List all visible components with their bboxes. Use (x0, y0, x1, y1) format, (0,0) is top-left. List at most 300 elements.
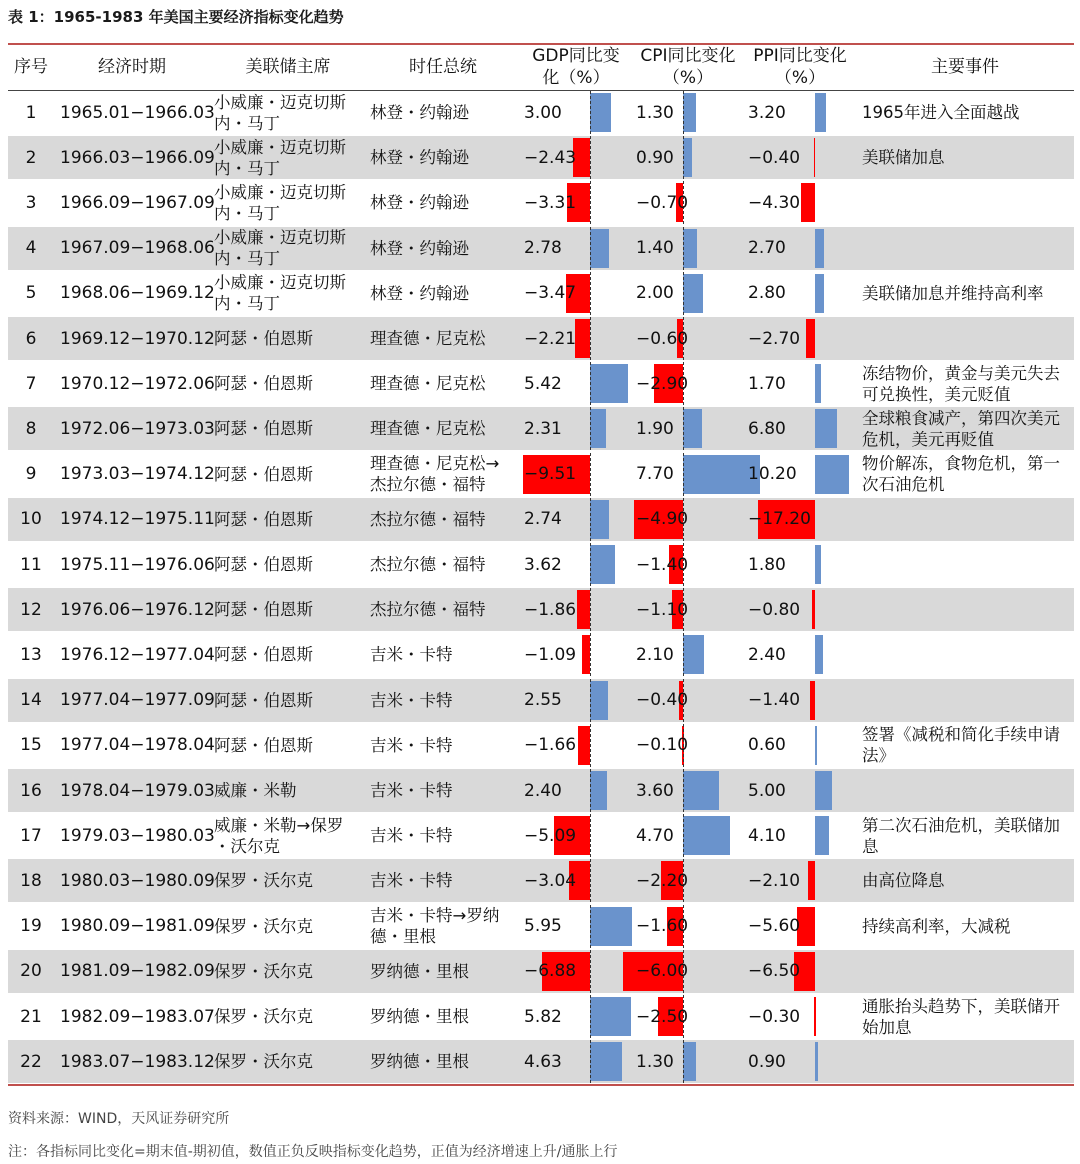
ppi-bar (808, 861, 815, 900)
president-line: 林登・约翰逊 (370, 238, 469, 258)
table-row (8, 136, 1074, 179)
event-line: 物价解冻，食物危机，第一 (862, 454, 1060, 474)
row-index: 12 (20, 599, 42, 620)
row-period: 1968.06−1969.12 (60, 283, 215, 304)
cpi-value: −6.00 (636, 961, 689, 982)
row-president (370, 588, 526, 631)
fed-chair-line: 阿瑟・伯恩斯 (214, 690, 313, 710)
fed-chair-line: 阿瑟・伯恩斯 (214, 329, 313, 348)
president-line: 罗纳德・里根 (370, 1007, 469, 1026)
fed-chair-line: ・沃尔克 (214, 836, 280, 856)
row-fed-chair (214, 814, 370, 857)
event-line: 签署《减税和简化手续申请 (862, 725, 1060, 745)
table-row (8, 181, 1074, 224)
row-index: 22 (20, 1051, 42, 1072)
row-president (370, 814, 526, 857)
ppi-value: 6.80 (748, 418, 786, 439)
fed-chair-line: 阿瑟・伯恩斯 (214, 419, 313, 439)
ppi-bar (815, 93, 826, 132)
fed-chair-line: 保罗・沃尔克 (214, 916, 313, 936)
cpi-value: −0.70 (636, 192, 689, 213)
gdp-axis-line (590, 136, 591, 179)
cpi-bar (683, 635, 704, 674)
fed-chair-line: 内・马丁 (214, 113, 280, 133)
gdp-value: −2.43 (524, 147, 577, 168)
cpi-axis-line (683, 1040, 684, 1083)
ppi-bar (815, 726, 817, 765)
row-event (862, 407, 1074, 450)
gdp-bar (577, 590, 590, 629)
fed-chair-line: 威廉・米勒→保罗 (214, 815, 344, 835)
row-period: 1966.09−1967.09 (60, 192, 215, 213)
cpi-value: 1.30 (636, 1051, 674, 1072)
row-period: 1976.12−1977.04 (60, 644, 215, 665)
row-fed-chair (214, 181, 370, 224)
row-event (862, 950, 1074, 993)
gdp-value: 4.63 (524, 1051, 562, 1072)
event-line: 可兑换性，美元贬值 (862, 384, 1011, 404)
row-event (862, 453, 1074, 496)
row-index: 1 (25, 102, 37, 123)
president-line: 吉米・卡特 (370, 826, 453, 846)
president-line: 林登・约翰逊 (370, 148, 469, 168)
row-index: 19 (20, 916, 42, 937)
row-president (370, 317, 526, 360)
event-line: 法》 (862, 746, 895, 766)
cpi-bar (683, 274, 703, 313)
gdp-value: −2.21 (524, 328, 577, 349)
gdp-value: 2.78 (524, 238, 562, 259)
gdp-bar (578, 726, 590, 765)
fed-chair-line: 阿瑟・伯恩斯 (214, 735, 313, 755)
gdp-value: −3.47 (524, 283, 577, 304)
fed-chair-line: 阿瑟・伯恩斯 (214, 374, 313, 394)
cpi-bar (683, 93, 696, 132)
row-event (862, 91, 1074, 134)
president-line: 吉米・卡特 (370, 781, 453, 800)
fed-chair-line: 阿瑟・伯恩斯 (214, 464, 313, 484)
row-president (370, 905, 526, 948)
gdp-axis-line (590, 905, 591, 948)
event-line: 第二次石油危机，美联储加 (862, 815, 1060, 835)
header-ppi-line1: PPI同比变化 (753, 46, 847, 66)
header-index: 序号 (14, 57, 48, 77)
header-gdp-line2: 化（%） (542, 68, 610, 88)
header-ppi (744, 44, 856, 90)
ppi-value: −6.50 (748, 961, 801, 982)
table-row (8, 543, 1074, 586)
row-event (862, 814, 1074, 857)
header-fed-chair: 美联储主席 (245, 57, 331, 77)
gdp-axis-line (590, 407, 591, 450)
ppi-bar (815, 816, 829, 855)
cpi-value: 2.10 (636, 644, 674, 665)
president-line: 林登・约翰逊 (370, 103, 469, 122)
row-index: 13 (20, 644, 42, 665)
gdp-value: −3.31 (524, 192, 577, 213)
header-president: 时任总统 (409, 57, 477, 77)
cpi-value: 4.70 (636, 825, 674, 846)
row-fed-chair (214, 136, 370, 179)
gdp-value: −5.09 (524, 825, 577, 846)
row-president (370, 136, 526, 179)
ppi-value: 2.70 (748, 238, 786, 259)
event-line: 美联储加息并维持高利率 (862, 283, 1044, 303)
fed-chair-line: 阿瑟・伯恩斯 (214, 645, 313, 665)
gdp-bar (575, 319, 590, 358)
fed-chair-line: 威廉・米勒 (214, 781, 297, 800)
fed-chair-line: 内・马丁 (214, 158, 280, 178)
ppi-bar (812, 590, 815, 629)
header-cpi-line1: CPI同比变化 (640, 46, 736, 66)
row-index: 2 (25, 147, 37, 168)
row-index: 7 (25, 373, 37, 394)
row-event (862, 769, 1074, 812)
row-fed-chair (214, 995, 370, 1038)
gdp-value: −1.86 (524, 599, 577, 620)
president-line: 杰拉尔德・福特 (370, 600, 486, 620)
row-president (370, 498, 526, 541)
ppi-value: −2.10 (748, 870, 801, 891)
gdp-axis-line (590, 181, 591, 224)
ppi-value: 4.10 (748, 825, 786, 846)
row-event (862, 633, 1074, 676)
gdp-value: −9.51 (524, 464, 577, 485)
row-event (862, 724, 1074, 767)
row-period: 1972.06−1973.03 (60, 418, 215, 439)
cpi-axis-line (683, 633, 684, 676)
gdp-axis-line (590, 498, 591, 541)
row-index: 15 (20, 735, 42, 756)
row-event (862, 859, 1074, 902)
row-index: 3 (25, 192, 37, 213)
row-fed-chair (214, 543, 370, 586)
row-period: 1977.04−1978.04 (60, 735, 215, 756)
gdp-axis-line (590, 588, 591, 631)
gdp-axis-line (590, 859, 591, 902)
gdp-axis-line (590, 769, 591, 812)
header-cpi-line2: （%） (662, 68, 714, 88)
row-event (862, 498, 1074, 541)
header-gdp (520, 44, 632, 90)
president-line: 理查德・尼克松 (370, 329, 486, 348)
row-fed-chair (214, 724, 370, 767)
president-line: 德・里根 (370, 927, 436, 947)
cpi-value: 2.00 (636, 283, 674, 304)
president-line: 杰拉尔德・福特 (370, 475, 486, 495)
row-fed-chair (214, 362, 370, 405)
gdp-bar (590, 500, 609, 539)
ppi-value: 0.90 (748, 1051, 786, 1072)
event-line: 息 (862, 836, 879, 856)
row-index: 9 (25, 464, 37, 485)
event-line: 全球粮食减产，第四次美元 (862, 408, 1060, 428)
ppi-bar (815, 1042, 818, 1081)
row-event (862, 227, 1074, 270)
cpi-axis-line (683, 91, 684, 134)
cpi-bar (683, 1042, 696, 1081)
president-line: 杰拉尔德・福特 (370, 555, 486, 574)
president-line: 理查德・尼克松 (370, 374, 486, 394)
table-row (8, 724, 1074, 767)
row-period: 1978.04−1979.03 (60, 780, 215, 801)
event-line: 始加息 (862, 1017, 912, 1037)
cpi-axis-line (683, 407, 684, 450)
table-row (8, 498, 1074, 541)
table-title: 表 1：1965-1983 年美国主要经济指标变化趋势 (8, 8, 344, 26)
president-line: 吉米・卡特 (370, 690, 453, 710)
row-index: 8 (25, 418, 37, 439)
gdp-axis-line (590, 227, 591, 270)
row-event (862, 317, 1074, 360)
row-president (370, 543, 526, 586)
fed-chair-line: 阿瑟・伯恩斯 (214, 600, 313, 620)
gdp-value: −1.66 (524, 735, 577, 756)
table-row (8, 859, 1074, 902)
cpi-value: −1.40 (636, 554, 689, 575)
table-row (8, 453, 1074, 496)
row-president (370, 272, 526, 315)
row-period: 1980.03−1980.09 (60, 870, 215, 891)
row-president (370, 724, 526, 767)
cpi-axis-line (683, 814, 684, 857)
row-index: 18 (20, 870, 42, 891)
row-fed-chair (214, 498, 370, 541)
row-president (370, 362, 526, 405)
row-index: 20 (20, 961, 42, 982)
row-period: 1982.09−1983.07 (60, 1006, 215, 1027)
president-line: 吉米・卡特 (370, 871, 453, 891)
cpi-axis-line (683, 453, 684, 496)
row-period: 1975.11−1976.06 (60, 554, 215, 575)
table-row (8, 633, 1074, 676)
footnote: 注：各指标同比变化=期末值-期初值，数值正负反映指标变化趋势，正值为经济增速上升/通胀上行 (8, 1144, 618, 1160)
row-president (370, 407, 526, 450)
row-period: 1983.07−1983.12 (60, 1051, 215, 1072)
fed-chair-line: 保罗・沃尔克 (214, 871, 313, 891)
row-period: 1966.03−1966.09 (60, 147, 215, 168)
gdp-axis-line (590, 1040, 591, 1083)
table-row (8, 362, 1074, 405)
ppi-value: 5.00 (748, 780, 786, 801)
ppi-value: −2.70 (748, 328, 801, 349)
row-event (862, 1040, 1074, 1083)
ppi-value: 1.80 (748, 554, 786, 575)
row-event (862, 136, 1074, 179)
cpi-value: 1.90 (636, 418, 674, 439)
header-period: 经济时期 (98, 57, 166, 77)
ppi-value: −5.60 (748, 916, 801, 937)
row-event (862, 588, 1074, 631)
gdp-bar (590, 771, 607, 810)
ppi-bar (815, 455, 849, 494)
table-row (8, 272, 1074, 315)
row-event (862, 272, 1074, 315)
cpi-value: 7.70 (636, 464, 674, 485)
row-period: 1969.12−1970.12 (60, 328, 215, 349)
fed-chair-line: 小威廉・迈克切斯 (214, 137, 346, 157)
gdp-bar (590, 1042, 622, 1081)
row-period: 1973.03−1974.12 (60, 464, 215, 485)
cpi-value: −1.10 (636, 599, 689, 620)
fed-chair-line: 保罗・沃尔克 (214, 1052, 313, 1072)
gdp-axis-line (590, 724, 591, 767)
row-president (370, 859, 526, 902)
row-president (370, 769, 526, 812)
ppi-bar (815, 635, 823, 674)
row-president (370, 91, 526, 134)
fed-chair-line: 小威廉・迈克切斯 (214, 182, 346, 202)
ppi-bar (815, 771, 832, 810)
event-line: 美联储加息 (862, 148, 945, 168)
cpi-value: −0.40 (636, 690, 689, 711)
gdp-value: 2.55 (524, 690, 562, 711)
gdp-bar (590, 364, 628, 403)
gdp-axis-line (590, 950, 591, 993)
gdp-bar (582, 635, 590, 674)
ppi-value: −0.40 (748, 147, 801, 168)
ppi-value: −1.40 (748, 690, 801, 711)
cpi-axis-line (683, 227, 684, 270)
fed-chair-line: 内・马丁 (214, 203, 280, 223)
cpi-axis-line (683, 769, 684, 812)
event-line: 1965年进入全面越战 (862, 103, 1020, 122)
gdp-value: 2.74 (524, 509, 562, 530)
cpi-value: −1.60 (636, 916, 689, 937)
cpi-axis-line (683, 272, 684, 315)
row-period: 1981.09−1982.09 (60, 961, 215, 982)
row-fed-chair (214, 769, 370, 812)
gdp-bar (590, 681, 608, 720)
ppi-bar (815, 545, 821, 584)
president-line: 理查德・尼克松→ (370, 454, 500, 474)
cpi-value: −2.20 (636, 870, 689, 891)
row-fed-chair (214, 950, 370, 993)
table-row (8, 407, 1074, 450)
event-line: 持续高利率，大减税 (862, 916, 1011, 936)
row-fed-chair (214, 453, 370, 496)
ppi-bar (815, 364, 821, 403)
cpi-value: −4.90 (636, 509, 689, 530)
gdp-bar (590, 997, 631, 1036)
president-line: 吉米・卡特 (370, 735, 453, 755)
ppi-bar (814, 997, 816, 1036)
row-event (862, 679, 1074, 722)
fed-chair-line: 小威廉・迈克切斯 (214, 228, 346, 248)
row-president (370, 679, 526, 722)
gdp-value: −6.88 (524, 961, 577, 982)
gdp-axis-line (590, 633, 591, 676)
row-period: 1976.06−1976.12 (60, 599, 215, 620)
row-fed-chair (214, 588, 370, 631)
cpi-bar (683, 409, 702, 448)
event-line: 危机，美元再贬值 (862, 429, 994, 449)
row-event (862, 905, 1074, 948)
table-row (8, 814, 1074, 857)
cpi-bar (683, 138, 692, 177)
row-event (862, 362, 1074, 405)
ppi-value: −0.80 (748, 599, 801, 620)
row-event (862, 543, 1074, 586)
cpi-value: 1.30 (636, 102, 674, 123)
gdp-value: 2.40 (524, 780, 562, 801)
row-fed-chair (214, 1040, 370, 1083)
gdp-value: 5.42 (524, 373, 562, 394)
row-fed-chair (214, 91, 370, 134)
cpi-value: −2.90 (636, 373, 689, 394)
event-line: 通胀抬头趋势下，美联储开 (862, 996, 1060, 1016)
ppi-value: 1.70 (748, 373, 786, 394)
cpi-bar (683, 229, 697, 268)
row-fed-chair (214, 633, 370, 676)
row-president (370, 181, 526, 224)
ppi-bar (810, 681, 815, 720)
row-president (370, 453, 526, 496)
ppi-bar (814, 138, 816, 177)
header-events: 主要事件 (931, 57, 999, 77)
header-gdp-line1: GDP同比变 (532, 46, 620, 66)
event-line: 次石油危机 (862, 475, 945, 495)
table-row (8, 317, 1074, 360)
fed-chair-line: 内・马丁 (214, 249, 280, 269)
ppi-bar (815, 229, 824, 268)
row-index: 11 (20, 554, 42, 575)
president-line: 林登・约翰逊 (370, 283, 469, 303)
ppi-value: 2.80 (748, 283, 786, 304)
source-note: 资料来源：WIND，天风证券研究所 (8, 1111, 230, 1127)
row-period: 1977.04−1977.09 (60, 690, 215, 711)
row-index: 4 (25, 238, 37, 259)
gdp-axis-line (590, 362, 591, 405)
row-index: 14 (20, 690, 42, 711)
ppi-bar (815, 409, 837, 448)
row-president (370, 995, 526, 1038)
row-president (370, 1040, 526, 1083)
gdp-axis-line (590, 679, 591, 722)
gdp-axis-line (590, 453, 591, 496)
president-line: 杰拉尔德・福特 (370, 509, 486, 529)
row-president (370, 950, 526, 993)
gdp-value: −3.04 (524, 870, 577, 891)
president-line: 罗纳德・里根 (370, 961, 469, 981)
row-period: 1980.09−1981.09 (60, 916, 215, 937)
row-fed-chair (214, 905, 370, 948)
table-row (8, 679, 1074, 722)
row-index: 21 (20, 1006, 42, 1027)
gdp-bar (590, 545, 615, 584)
cpi-value: 1.40 (636, 238, 674, 259)
fed-chair-line: 内・马丁 (214, 294, 280, 314)
row-period: 1967.09−1968.06 (60, 238, 215, 259)
header-ppi-line2: （%） (774, 68, 826, 88)
fed-chair-line: 小威廉・迈克切斯 (214, 273, 346, 293)
event-line: 由高位降息 (862, 871, 945, 891)
row-fed-chair (214, 859, 370, 902)
gdp-value: 3.62 (524, 554, 562, 575)
table-row (8, 950, 1074, 993)
cpi-bar (683, 771, 719, 810)
gdp-bar (590, 409, 606, 448)
gdp-axis-line (590, 272, 591, 315)
event-line: 冻结物价，黄金与美元失去 (862, 363, 1060, 383)
gdp-value: 3.00 (524, 102, 562, 123)
gdp-value: 5.95 (524, 916, 562, 937)
ppi-value: −4.30 (748, 192, 801, 213)
gdp-value: 2.31 (524, 418, 562, 439)
table-row (8, 769, 1074, 812)
table-row (8, 227, 1074, 270)
ppi-value: 0.60 (748, 735, 786, 756)
